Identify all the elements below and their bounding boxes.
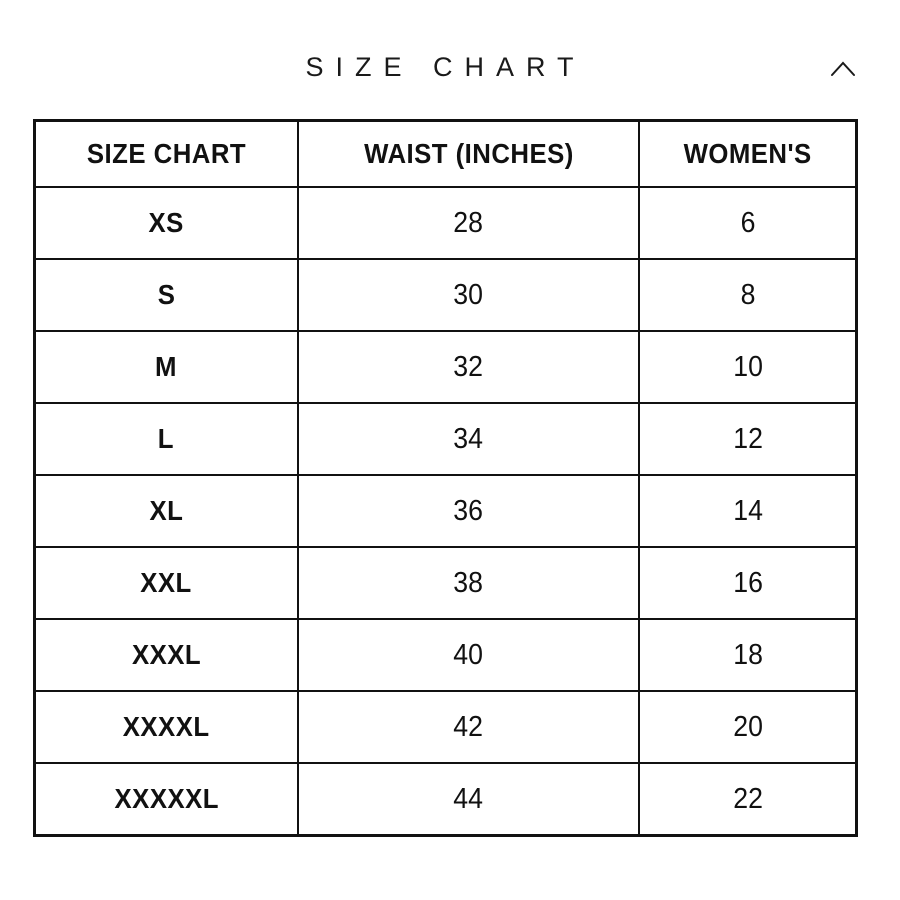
waist-cell: 28: [298, 187, 640, 259]
size-chart-accordion-header[interactable]: [33, 48, 858, 90]
womens-cell: 20: [639, 691, 856, 763]
header-size-chart-label: SIZE CHART: [86, 138, 246, 169]
womens-cell: 10: [639, 331, 856, 403]
table-row: [35, 619, 857, 691]
header-womens-label: WOMEN'S: [683, 138, 812, 169]
womens-cell: 14: [639, 475, 856, 547]
header-waist-inches-label: WAIST (INCHES): [363, 138, 574, 169]
waist-cell: 32: [298, 331, 640, 403]
table-row: [35, 331, 857, 403]
header-womens: [639, 121, 856, 188]
table-row: [35, 691, 857, 763]
waist-cell: 40: [298, 619, 640, 691]
womens-cell: 12: [639, 403, 856, 475]
size-cell: M: [35, 331, 298, 403]
table-row: [35, 475, 857, 547]
waist-cell: 30: [298, 259, 640, 331]
waist-cell: 38: [298, 547, 640, 619]
womens-cell: 18: [639, 619, 856, 691]
waist-cell: 36: [298, 475, 640, 547]
womens-cell: 8: [639, 259, 856, 331]
chevron-up-icon[interactable]: [828, 58, 858, 80]
size-cell: XXXXXL: [35, 763, 298, 836]
size-cell: XXL: [35, 547, 298, 619]
header-size-chart: [35, 121, 298, 188]
table-row: [35, 547, 857, 619]
waist-cell: 42: [298, 691, 640, 763]
waist-cell: 34: [298, 403, 640, 475]
table-row: [35, 259, 857, 331]
womens-cell: 22: [639, 763, 856, 836]
womens-cell: 6: [639, 187, 856, 259]
size-chart-accordion-title: SIZE CHART: [305, 52, 586, 82]
table-row: [35, 403, 857, 475]
size-cell: XL: [35, 475, 298, 547]
table-row: [35, 763, 857, 836]
waist-cell: 44: [298, 763, 640, 836]
size-cell: XS: [35, 187, 298, 259]
womens-cell: 16: [639, 547, 856, 619]
size-cell: XXXL: [35, 619, 298, 691]
header-waist-inches: [298, 121, 640, 188]
size-cell: S: [35, 259, 298, 331]
size-cell: L: [35, 403, 298, 475]
table-header-row: [35, 121, 857, 188]
size-cell: XXXXL: [35, 691, 298, 763]
size-chart-table: [33, 119, 858, 837]
table-row: [35, 187, 857, 259]
